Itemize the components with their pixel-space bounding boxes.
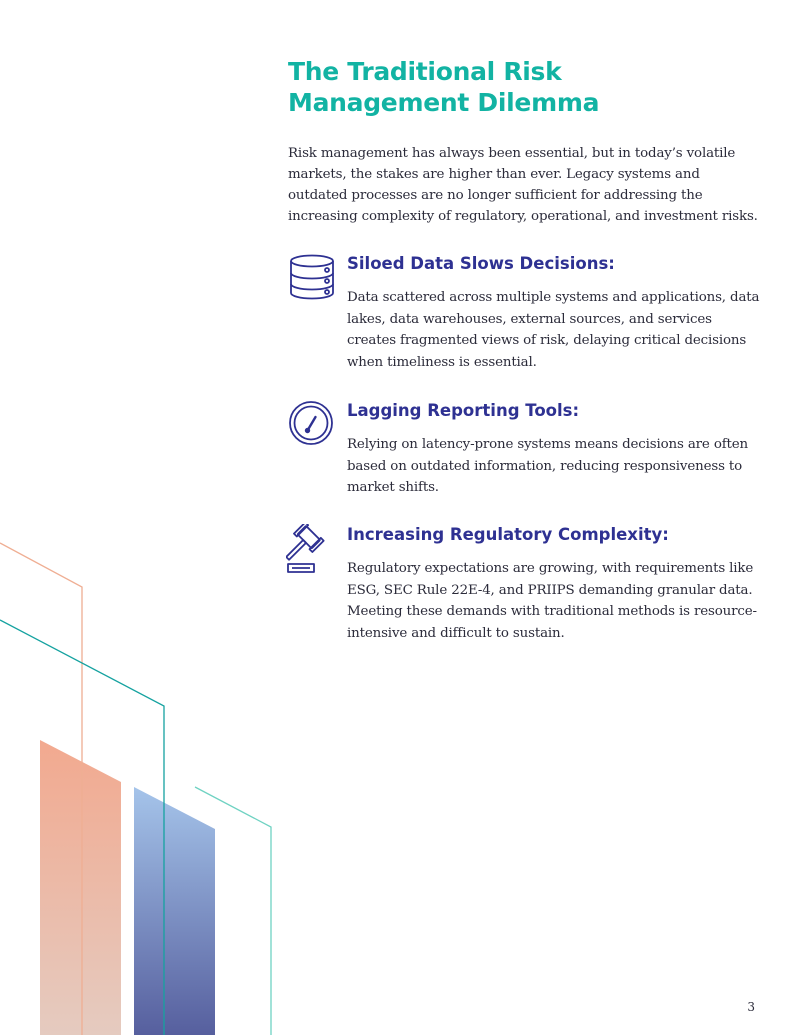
- page-title: [288, 56, 768, 118]
- page-title-line-1: The Traditional Risk: [288, 57, 562, 86]
- intro-paragraph: Risk management has always been essential, but in today’s volatile markets, the stakes are higher than ever. Legacy systems and outdated processes are no longer sufficient for addressing the increasing complexity of regulatory, operational, and investment risks.: [288, 146, 758, 224]
- gavel-icon: [286, 524, 338, 576]
- gauge-icon: [286, 400, 338, 452]
- decorative-salmon-bar: [40, 740, 121, 1035]
- section-body-siloed-data: Data scattered across multiple systems and applications, data lakes, data warehouses, external sources, and services creates fragmented views of risk, delaying critical decisions when timeliness is essential.: [347, 290, 760, 370]
- section-title-regulatory-complexity: Increasing Regulatory Complexity:: [347, 525, 669, 544]
- page-number: 3: [747, 1000, 755, 1014]
- page-title-line-2: Management Dilemma: [288, 88, 600, 117]
- section-title-siloed-data: Siloed Data Slows Decisions:: [347, 254, 615, 273]
- section-body-regulatory-complexity: Regulatory expectations are growing, with requirements like ESG, SEC Rule 22E-4, and PRIIPS demanding granular data. Meeting these demands with traditional methods is resource-intensive and difficult to sustain.: [347, 561, 757, 641]
- section-body-lagging-reporting: Relying on latency-prone systems means decisions are often based on outdated information, reducing responsiveness to market shifts.: [347, 437, 749, 495]
- decorative-blue-bar: [134, 787, 215, 1035]
- database-icon: [286, 253, 338, 305]
- section-title-lagging-reporting: Lagging Reporting Tools:: [347, 401, 580, 420]
